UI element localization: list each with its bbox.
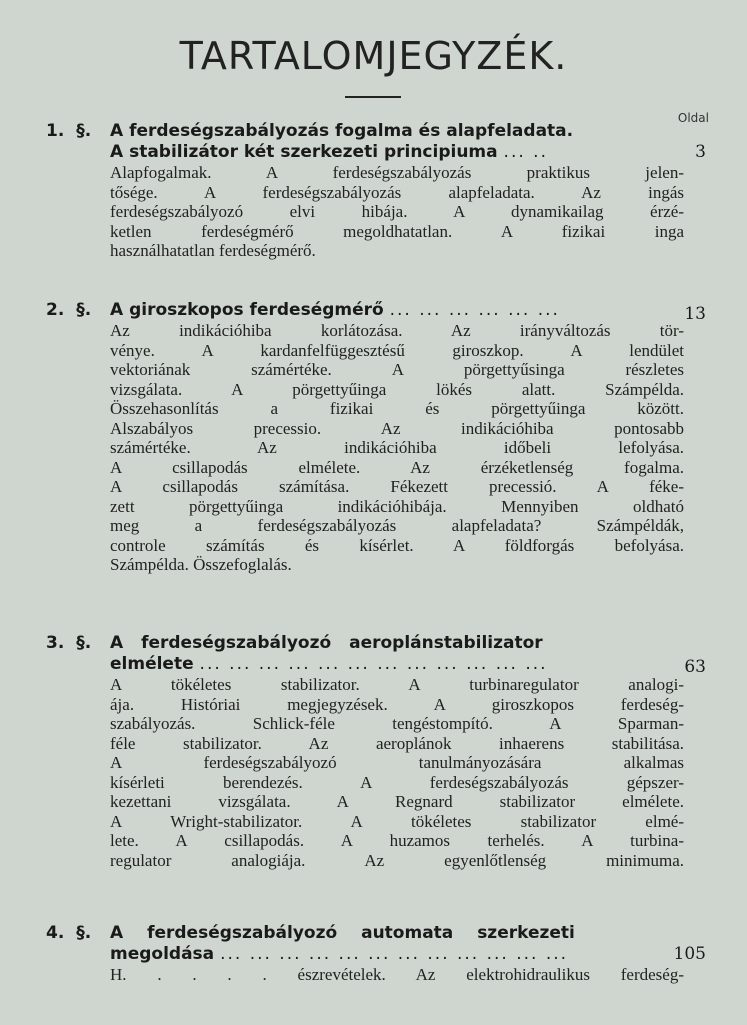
section-title	[110, 923, 684, 965]
section-heading	[46, 633, 706, 675]
section-title	[110, 300, 684, 321]
section-description	[110, 965, 684, 985]
section-title-line	[110, 654, 684, 675]
page-title: TARTALOMJEGYZÉK.	[179, 34, 568, 78]
description-line: használhatatlan ferdeségmérő.	[110, 241, 316, 260]
section-marker: §.	[76, 923, 92, 943]
section-title-line	[110, 300, 684, 321]
description-line: A csillapodás elmélete. Az érzéketlenség fogalma.	[110, 457, 684, 477]
description-line: vénye. A kardanfelfüggesztésű giroszkop. A lendület	[110, 340, 684, 360]
description-line: A ferdeségszabályozó tanulmányozására alkalmas	[110, 753, 684, 772]
section-title-text: megoldása	[110, 944, 215, 964]
description-line: Az indikációhiba korlátozása. Az irányváltozás tör-	[110, 321, 684, 340]
description-line: ferdeségszabályozó elvi hibája. A dynamikailag érzé-	[110, 202, 684, 221]
description-line: ketlen ferdeségmérő megoldhatatlan. A fizikai inga	[110, 221, 684, 241]
description-line: A csillapodás számítása. Fékezett precessió. A féke-	[110, 477, 684, 496]
section-page-number: 105	[673, 944, 706, 964]
section-heading	[46, 923, 706, 965]
section-title-line: A ferdeségszabályozó automata szerkezeti	[110, 923, 575, 943]
description-line: féle stabilizator. Az aeroplánok inhaerens stabilitása.	[110, 733, 684, 753]
description-line: zett pörgettyűinga indikációhibája. Mennyiben oldható	[110, 496, 684, 516]
section-number-text: 2.	[46, 300, 65, 320]
toc-section-3	[46, 633, 706, 870]
section-title-line: A ferdeségszabályozó aeroplánstabilizator	[110, 633, 543, 653]
description-line: lete. A csillapodás. A huzamos terhelés. A turbina-	[110, 831, 684, 850]
toc-section-4	[46, 923, 706, 985]
description-line: kísérleti berendezés. A ferdeségszabályozás gépszer-	[110, 772, 684, 792]
section-title-text: A giroszkopos ferdeségmérő	[110, 300, 384, 320]
leader-dots: ... ..	[503, 142, 548, 162]
section-title-line: A ferdeségszabályozás fogalma és alapfeladata.	[110, 121, 574, 141]
section-heading	[46, 300, 706, 324]
description-line: tősége. A ferdeségszabályozás alapfeladata. Az ingás	[110, 182, 684, 202]
section-description	[110, 675, 684, 870]
section-number-text: 3.	[46, 633, 65, 653]
toc-section-1	[46, 121, 706, 261]
section-heading	[46, 121, 706, 163]
section-number	[46, 633, 91, 654]
section-title	[110, 633, 684, 675]
section-description	[110, 163, 684, 261]
leader-dots: ... ... ... ... ... ... ... ... ... ... ... ...	[199, 654, 548, 674]
description-line: A tökéletes stabilizator. A turbinaregulator analogi-	[110, 675, 684, 694]
description-line: kezettani vizsgálata. A Regnard stabilizator elmélete.	[110, 792, 684, 811]
description-line: H. . . . . észrevételek. Az elektrohidraulikus ferdeség-	[110, 965, 684, 984]
section-number	[46, 300, 91, 321]
description-line: controle számítás és kísérlet. A földforgás befolyása.	[110, 535, 684, 555]
leader-dots: ... ... ... ... ... ... ... ... ... ... ... ...	[220, 944, 569, 964]
section-title-line	[110, 142, 684, 163]
section-marker: §.	[76, 633, 92, 653]
description-line: Alapfogalmak. A ferdeségszabályozás praktikus jelen-	[110, 163, 684, 182]
section-number-text: 1.	[46, 121, 65, 141]
description-line: szabályozás. Schlick-féle tengéstompító. A Sparman-	[110, 714, 684, 733]
section-description	[110, 321, 684, 575]
section-title	[110, 121, 684, 163]
toc-section-2	[46, 300, 706, 575]
description-line: Alszabályos precessio. Az indikációhiba pontosabb	[110, 418, 684, 438]
section-title-line	[110, 944, 684, 965]
description-line: Összehasonlítás a fizikai és pörgettyűinga között.	[110, 399, 684, 418]
section-page-number: 13	[684, 304, 706, 324]
section-number	[46, 923, 91, 944]
description-line: vizsgálata. A pörgettyűinga lökés alatt. Számpélda.	[110, 379, 684, 399]
description-line: A Wright-stabilizator. A tökéletes stabilizator elmé-	[110, 811, 684, 831]
section-number-text: 4.	[46, 923, 65, 943]
section-marker: §.	[76, 300, 92, 320]
leader-dots: ... ... ... ... ... ...	[389, 300, 560, 320]
description-line: Számpélda. Összefoglalás.	[110, 555, 292, 574]
description-line: regulator analogiája. Az egyenlőtlenség minimuma.	[110, 850, 684, 870]
section-page-number: 3	[695, 142, 706, 162]
section-number	[46, 121, 91, 142]
page-column-label: Oldal	[677, 111, 709, 125]
description-line: ája. Históriai megjegyzések. A giroszkopos ferdeség-	[110, 694, 684, 714]
section-title-text: elmélete	[110, 654, 194, 674]
title-divider	[345, 96, 401, 98]
section-marker: §.	[76, 121, 92, 141]
section-page-number: 63	[684, 657, 706, 677]
description-line: meg a ferdeségszabályozás alapfeladata? Számpéldák,	[110, 516, 684, 535]
description-line: számértéke. Az indikációhiba időbeli lefolyása.	[110, 438, 684, 457]
section-title-text: A stabilizátor két szerkezeti principiuma	[110, 142, 498, 162]
description-line: vektoriának számértéke. A pörgettyűsinga részletes	[110, 360, 684, 379]
